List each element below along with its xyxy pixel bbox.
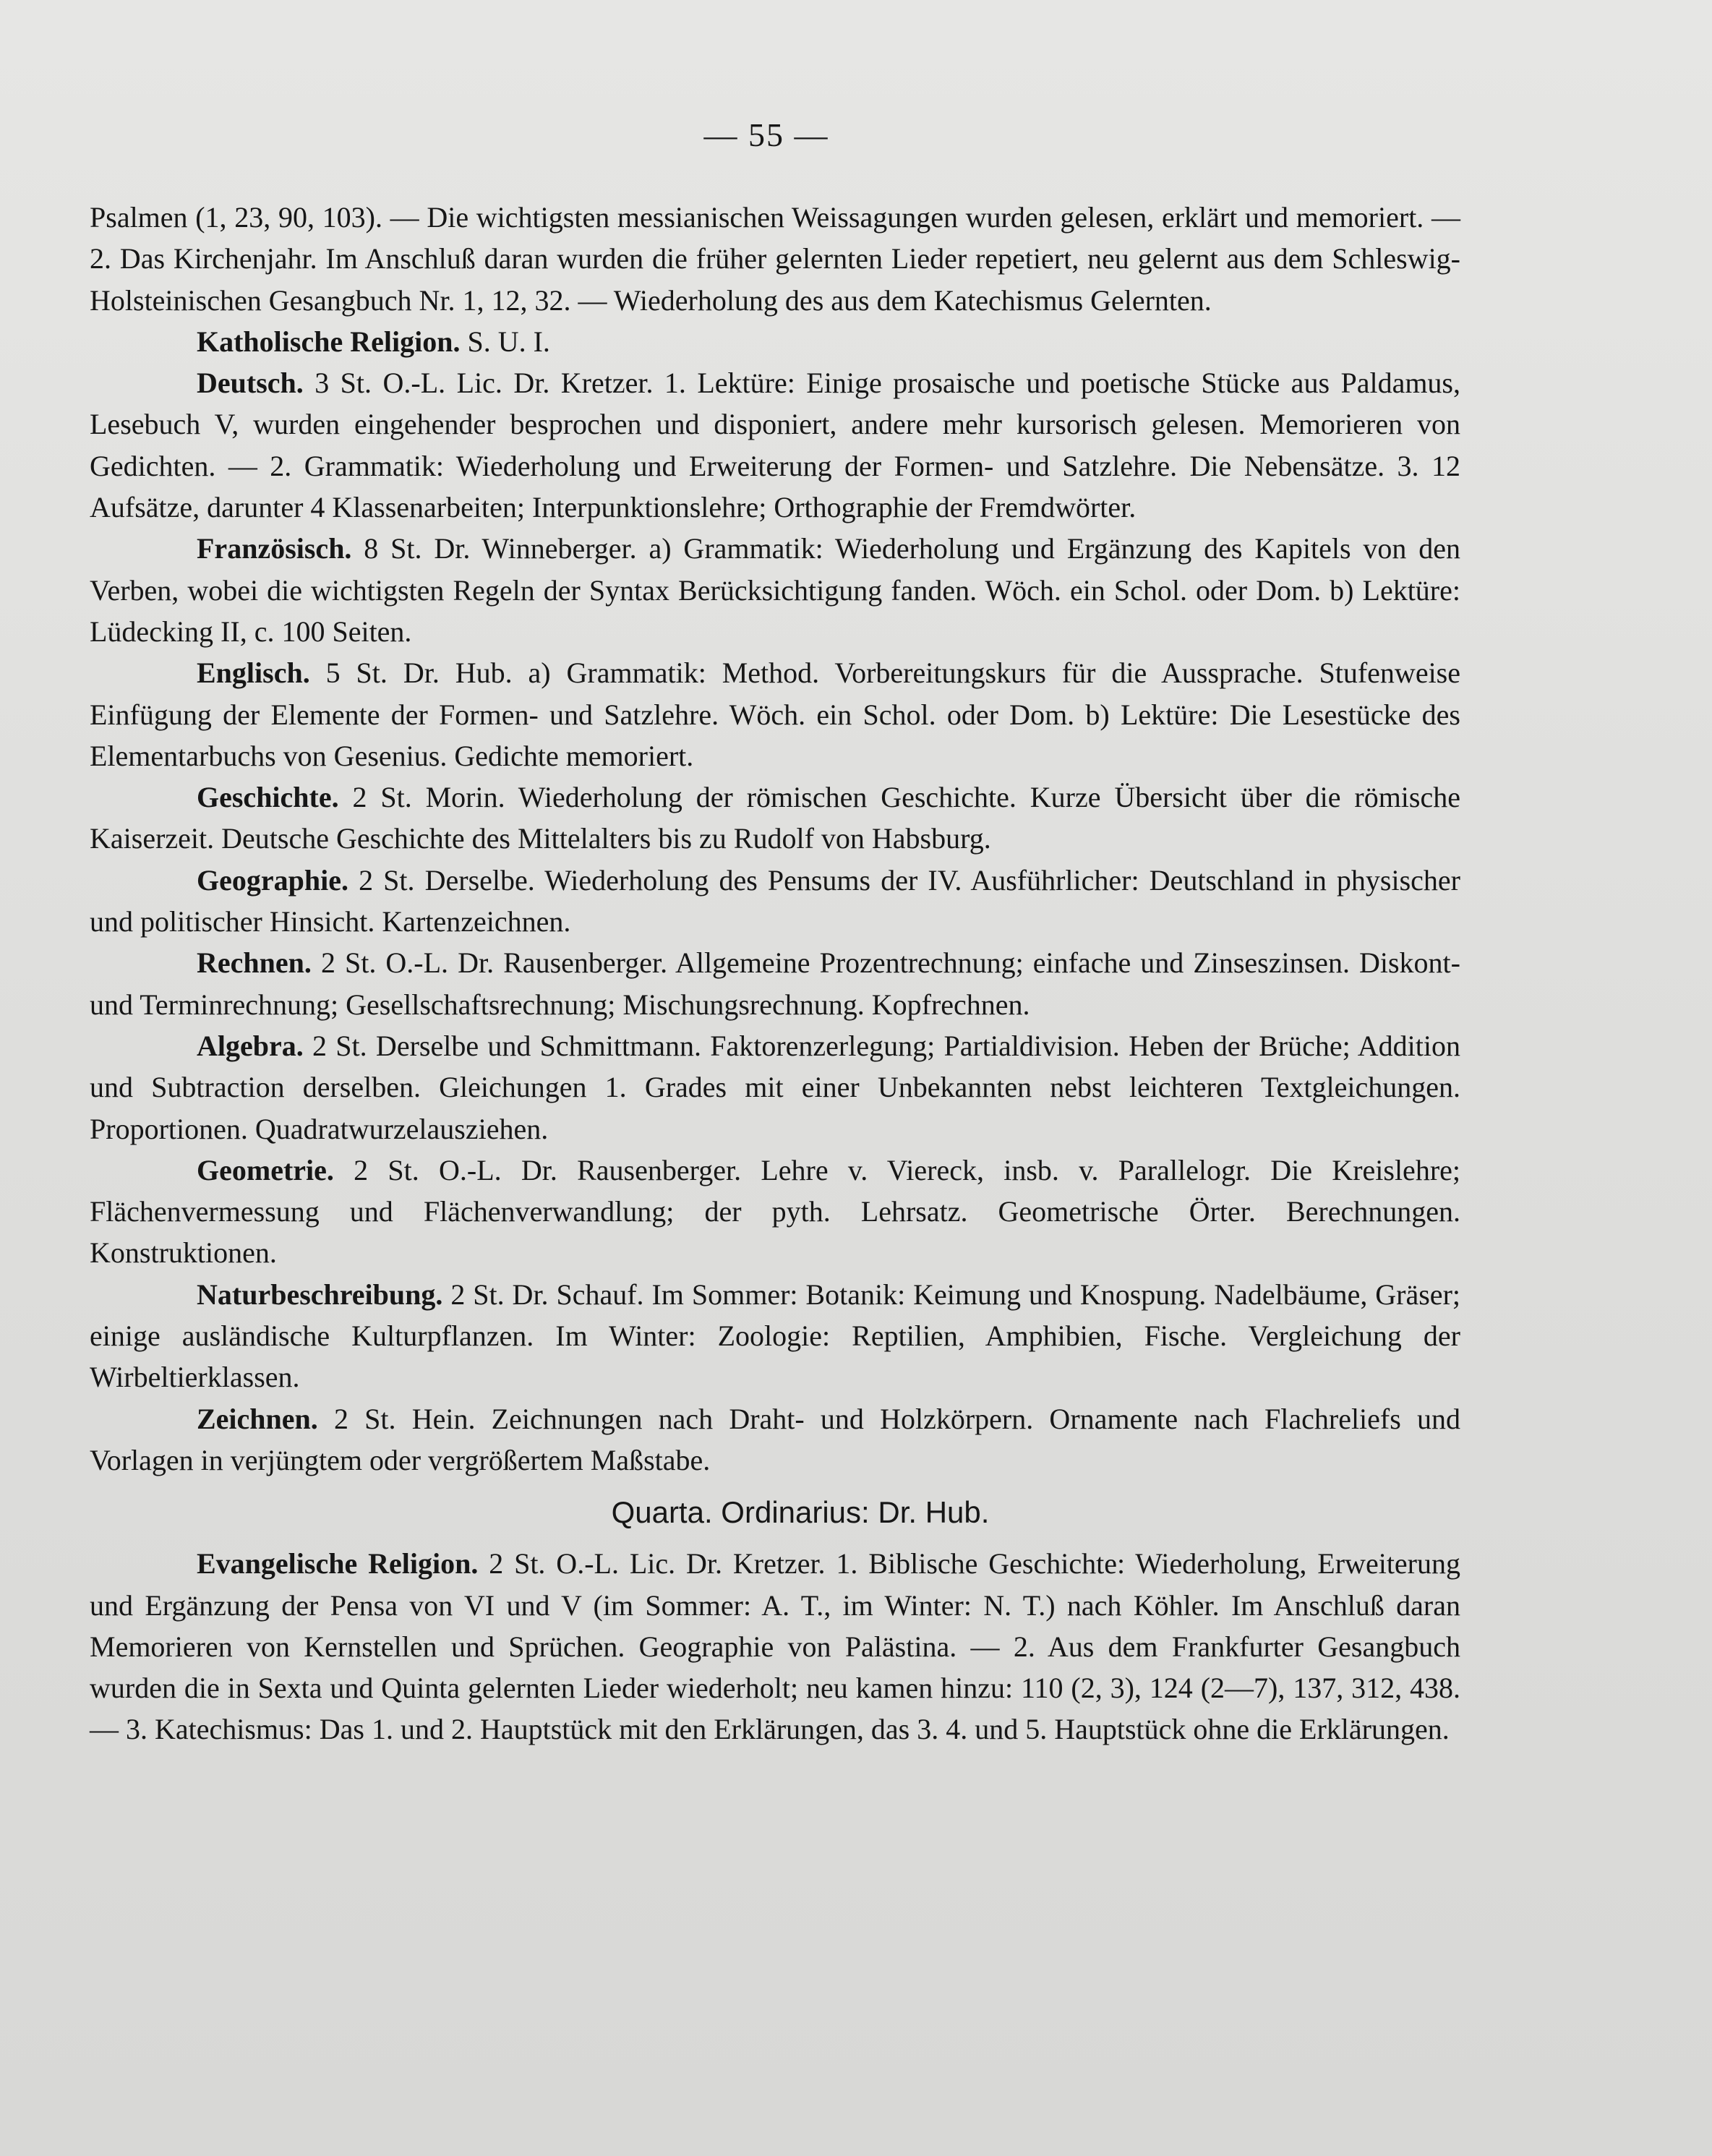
paragraph-text: 2 St. O.-L. Dr. Rausenberger. Lehre v. Viereck, insb. v. Parallelogr. Die Kreislehre; Flächenvermessung und Flächenverwandlung; der pyth. Lehrsatz. Geometrische Örter. Berechnungen. Konstruktionen.: [90, 1153, 1460, 1270]
paragraph-text: S. U. I.: [460, 325, 550, 358]
paragraph-text: 2 St. Hein. Zeichnungen nach Draht- und Holzkörpern. Ornamente nach Flachreliefs und Vorlagen in verjüngtem oder vergrößertem Maßstabe.: [90, 1402, 1460, 1476]
paragraph-text: 3 St. O.-L. Lic. Dr. Kretzer. 1. Lektüre: Einige prosaische und poetische Stücke aus Paldamus, Lesebuch V, wurden eingehender besprochen und disponiert, andere mehr kursorisch gelesen. Memorieren von Gedichten. — 2. Grammatik: Wiederholung und Erweiterung der Formen- und Satzlehre. Die Nebensätze. 3. 12 Aufsätze, darunter 4 Klassenarbeiten; Interpunktionslehre; Orthographie der Fremdwörter.: [90, 367, 1460, 524]
paragraph-englisch: [90, 652, 1460, 777]
paragraph-text: 2 St. Dr. Schauf. Im Sommer: Botanik: Keimung und Knospung. Nadelbäume, Gräser; einige ausländische Kulturpflanzen. Im Winter: Zoologie: Reptilien, Amphibien, Fische. Vergleichung der Wirbeltierklassen.: [90, 1278, 1460, 1394]
paragraph-continuation: [90, 197, 1460, 321]
paragraph-geographie: [90, 860, 1460, 943]
paragraph-deutsch: [90, 362, 1460, 528]
subject-heading: Geographie.: [197, 863, 348, 897]
subject-heading: Französisch.: [197, 532, 352, 565]
subject-heading: Naturbeschreibung.: [197, 1278, 443, 1311]
paragraph-zeichnen: [90, 1398, 1460, 1481]
section-heading: Quarta. Ordinarius: Dr. Hub.: [611, 1495, 990, 1530]
paragraph-text: 8 St. Dr. Winneberger. a) Grammatik: Wiederholung und Ergänzung des Kapitels von den Verben, wobei die wichtigsten Regeln der Syntax Berücksichtigung fanden. Wöch. ein Schol. oder Dom. b) Lektüre: Lüdecking II, c. 100 Seiten.: [90, 532, 1460, 648]
paragraph-text: 2 St. Derselbe und Schmittmann. Faktorenzerlegung; Partialdivision. Heben der Brüche; Addition und Subtraction derselben. Gleichungen 1. Grades mit einer Unbekannten nebst leichteren Textgleichungen. Proportionen. Quadratwurzelausziehen.: [90, 1029, 1460, 1145]
paragraph-algebra: [90, 1025, 1460, 1150]
paragraph-naturbeschreibung: [90, 1274, 1460, 1398]
subject-heading: Evangelische Religion.: [197, 1547, 479, 1580]
paragraph-franzoesisch: [90, 528, 1460, 652]
paragraph-text: 2 St. Derselbe. Wiederholung des Pensums der IV. Ausführlicher: Deutschland in physischer und politischer Hinsicht. Kartenzeichnen.: [90, 863, 1460, 938]
subject-heading: Geschichte.: [197, 781, 339, 814]
subject-heading: Deutsch.: [197, 367, 304, 400]
paragraph-text: 5 St. Dr. Hub. a) Grammatik: Method. Vorbereitungskurs für die Aussprache. Stufenweise Einfügung der Elemente der Formen- und Satzlehre. Wöch. ein Schol. oder Dom. b) Lektüre: Die Lesestücke des Elementarbuchs von Gesenius. Gedichte memoriert.: [90, 656, 1460, 772]
page-number: — 55 —: [703, 116, 829, 153]
paragraph-evangelische-religion: [90, 1543, 1460, 1750]
paragraph-katholische-religion: [90, 321, 1460, 362]
subject-heading: Algebra.: [197, 1029, 304, 1062]
subject-heading: Zeichnen.: [197, 1402, 318, 1435]
subject-heading: Rechnen.: [197, 946, 312, 980]
paragraph-text: 2 St. Morin. Wiederholung der römischen Geschichte. Kurze Übersicht über die römische Kaiserzeit. Deutsche Geschichte des Mittelalters bis zu Rudolf von Habsburg.: [90, 781, 1460, 855]
paragraph-text: Psalmen (1, 23, 90, 103). — Die wichtigsten messianischen Weissagungen wurden gelesen, erklärt und memoriert. — 2. Das Kirchenjahr. Im Anschluß daran wurden die früher gelernten Lieder repetiert, neu gelernt aus dem Schleswig-Holsteinischen Gesangbuch Nr. 1, 12, 32. — Wiederholung des aus dem Katechismus Gelernten.: [90, 201, 1460, 317]
paragraph-geschichte: [90, 777, 1460, 860]
paragraph-rechnen: [90, 942, 1460, 1025]
paragraph-text: 2 St. O.-L. Lic. Dr. Kretzer. 1. Biblische Geschichte: Wiederholung, Erweiterung und Ergänzung der Pensa von VI und V (im Sommer: A. T., im Winter: N. T.) nach Köhler. Im Anschluß daran Memorieren von Kernstellen und Sprüchen. Geographie von Palästina. — 2. Aus dem Frankfurter Gesangbuch wurden die in Sexta und Quinta gelernten Lieder wiederholt; neu kamen hinzu: 110 (2, 3), 124 (2—7), 137, 312, 438. — 3. Katechismus: Das 1. und 2. Hauptstück mit den Erklärungen, das 3. 4. und 5. Hauptstück ohne die Erklärungen.: [90, 1547, 1461, 1746]
subject-heading: Katholische Religion.: [197, 325, 461, 358]
subject-heading: Englisch.: [197, 656, 310, 690]
paragraph-text: 2 St. O.-L. Dr. Rausenberger. Allgemeine Prozentrechnung; einfache und Zinseszinsen. Diskont- und Terminrechnung; Gesellschaftsrechnung; Mischungsrechnung. Kopfrechnen.: [90, 946, 1460, 1021]
page-body: [90, 197, 1460, 1750]
paragraph-geometrie: [90, 1150, 1460, 1274]
subject-heading: Geometrie.: [197, 1153, 334, 1186]
